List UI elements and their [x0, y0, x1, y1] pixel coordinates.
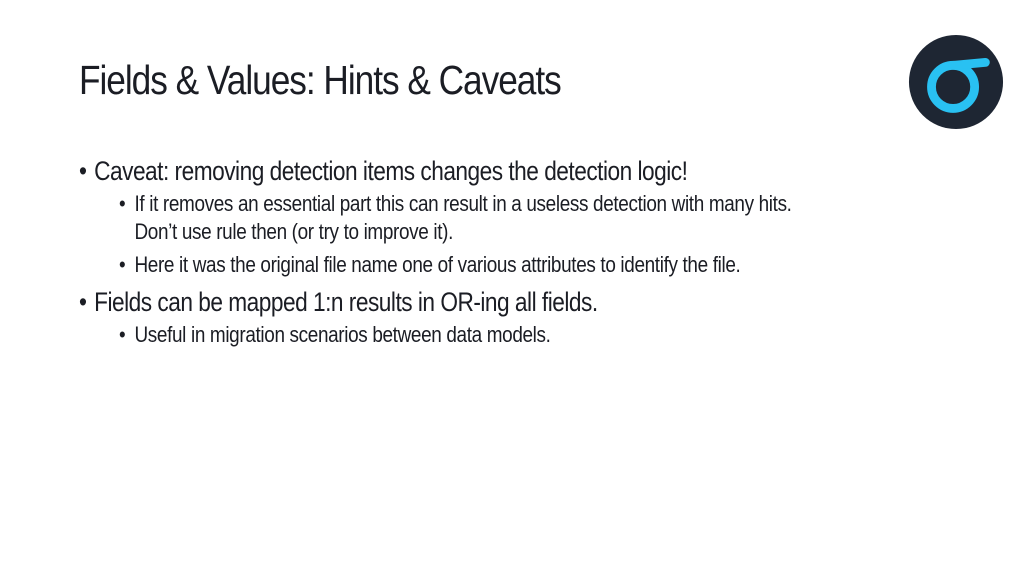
slide-title: Fields & Values: Hints & Caveats [79, 57, 561, 103]
sub-bullet-text: Here it was the original file name one of various attributes to identify the file. [134, 252, 741, 277]
sigma-logo-icon [907, 33, 1005, 131]
bullet-glyph: • [79, 156, 87, 186]
bullet-text: Fields can be mapped 1:n results in OR-ing all fields. [94, 287, 598, 317]
sub-bullet-item [119, 190, 859, 246]
bullet-glyph: • [119, 252, 126, 277]
bullet-glyph: • [119, 322, 126, 347]
sub-bullet-text: If it removes an essential part this can result in a useless detection with many hits. [134, 191, 792, 216]
bullet-item [79, 285, 835, 319]
bullet-glyph: • [119, 191, 126, 216]
bullet-text: Caveat: removing detection items changes the detection logic! [94, 156, 688, 186]
bullet-item [79, 154, 835, 188]
sub-bullet-text-continued: Don’t use rule then (or try to improve it). [134, 219, 454, 244]
sub-bullet-item [119, 251, 859, 279]
bullet-glyph: • [79, 287, 87, 317]
sub-bullet-text: Useful in migration scenarios between data models. [134, 322, 551, 347]
sub-bullet-item [119, 321, 859, 349]
bullet-list [79, 154, 979, 349]
